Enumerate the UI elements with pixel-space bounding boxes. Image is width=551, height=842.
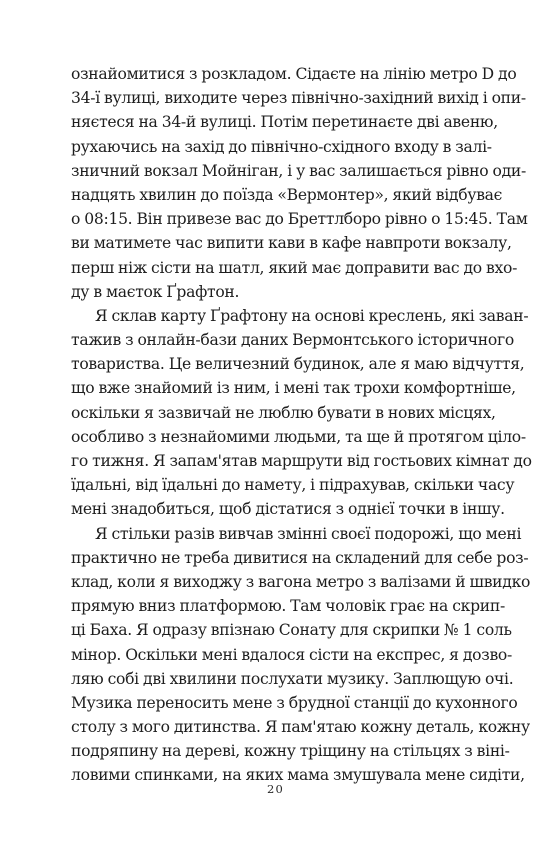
- text-line: ці Баха. Я одразу впізнаю Сонату для скрипки № 1 соль: [71, 621, 512, 640]
- page-number: 20: [266, 782, 285, 796]
- text-line: ви матимете час випити кави в кафе навпроти вокзалу,: [71, 234, 512, 253]
- text-line: няєтеся на 34-й вулиці. Потім перетинаєте дві авеню,: [71, 113, 498, 132]
- text-line: ознайомитися з розкладом. Сідаєте на лінію метро D до: [71, 65, 517, 83]
- text-line: ловими спинками, на яких мама змушувала мене сидіти,: [71, 766, 525, 785]
- text-line: мінор. Оскільки мені вдалося сісти на експрес, я дозво-: [71, 645, 512, 664]
- text-line: 34-ї вулиці, виходите через північно-західний вихід і опи-: [71, 89, 526, 108]
- text-line: прямую вниз платформою. Там чоловік грає на скрип-: [71, 597, 505, 616]
- text-line: Я стільки разів вивчав змінні своєї подорожі, що мені: [95, 524, 522, 543]
- text-line: надцять хвилин до поїзда «Вермонтер», який відбуває: [71, 185, 503, 204]
- text-line: особливо з незнайомими людьми, та ще й протягом ціло-: [71, 427, 526, 446]
- text-line: перш ніж сісти на шатл, який має доправити вас до вхо-: [71, 258, 518, 277]
- text-line: мені знадобиться, щоб дістатися з однієї точки в іншу.: [71, 500, 505, 519]
- paragraph: [71, 304, 532, 522]
- text-line: тажив з онлайн-бази даних Вермонтського історичного: [71, 331, 514, 350]
- paragraph: [71, 522, 531, 788]
- text-line: подряпину на дереві, кожну тріщину на стільцях з віні-: [71, 742, 510, 761]
- text-line: рухаючись на захід до північно-східного входу в залі-: [71, 137, 492, 156]
- text-line: столу з мого дитинства. Я пам'ятаю кожну деталь, кожну: [71, 718, 530, 737]
- text-line: практично не треба дивитися на складений для себе роз-: [71, 548, 529, 567]
- text-line: оскільки я зазвичай не люблю бувати в нових місцях,: [71, 403, 496, 422]
- text-line: ляю собі дві хвилини послухати музику. Заплющую очі.: [71, 669, 514, 688]
- body-text: [71, 62, 532, 788]
- text-line: Я склав карту Ґрафтону на основі креслень, які заван-: [95, 306, 529, 325]
- text-line: зничний вокзал Мойніган, і у вас залишається рівно оди-: [71, 161, 526, 180]
- text-line: їдальні, від їдальні до намету, і підрахував, скільки часу: [71, 476, 515, 495]
- text-line: товариства. Це величезний будинок, але я маю відчуття,: [71, 355, 525, 374]
- text-line: клад, коли я виходжу з вагона метро з валізами й швидко: [71, 572, 531, 591]
- text-line: що вже знайомий із ним, і мені так трохи комфортніше,: [71, 379, 516, 398]
- text-line: ду в маєток Ґрафтон.: [71, 282, 240, 301]
- paragraph: [71, 62, 528, 304]
- text-line: го тижня. Я запам'ятав маршрути від гостьових кімнат до: [71, 452, 532, 470]
- text-line: о 08:15. Він привезе вас до Бреттлборо рівно о 15:45. Там: [71, 210, 528, 229]
- text-line: Музика переносить мене з брудної станції до кухонного: [71, 693, 518, 712]
